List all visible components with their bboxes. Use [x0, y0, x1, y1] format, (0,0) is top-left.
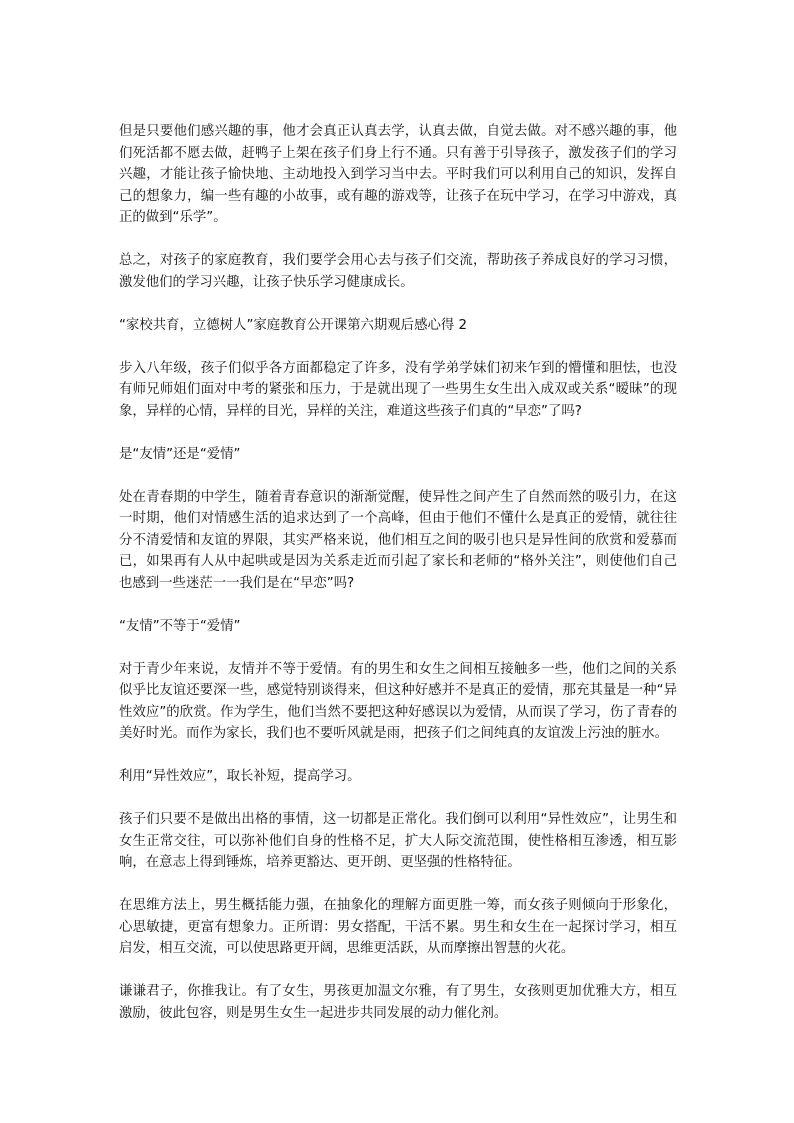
paragraph-conclusion: 总之，对孩子的家庭教育，我们要学会用心去与孩子们交流，帮助孩子养成良好的学习习惯，激发他们的学习兴趣，让孩子快乐学习健康成长。 — [119, 253, 677, 290]
paragraph-thinking-methods: 在思维方法上，男生概括能力强，在抽象化的理解方面更胜一筹，而女孩子则倾向于形象化，心思敏捷，更富有想象力。正所谓：男女搭配，干活不累。男生和女生在一起探讨学习，相互启发，相互交流，可以使思路更开阔，思维更活跃，从而摩擦出智慧的火花。 — [119, 898, 677, 956]
paragraph-teenagers: 对于青少年来说，友情并不等于爱情。有的男生和女生之间相互接触多一些，他们之间的关系似乎比友谊还要深一些，感觉特别谈得来，但这种好感并不是真正的爱情，那充其量是一种“异性效应”的欣赏。作为学生，他们当然不要把这种好感误以为爱情，从而误了学习，伤了青春的美好时光。而作为家长，我们也不要听风就是雨，把孩子们之间纯真的友谊泼上污浊的脏水。 — [119, 661, 677, 741]
paragraph-normal-interaction: 孩子们只要不是做出出格的事情，这一切都是正常化。我们倒可以利用“异性效应”，让男生和女生正常交往，可以弥补他们自身的性格不足，扩大人际交流范围，使性格相互渗透，相互影响，在意志上得到锤炼，培养更豁达、更开朗、更坚强的性格特征。 — [119, 812, 677, 870]
subheading-friendship-or-love: 是“友情”还是“爱情” — [119, 446, 241, 462]
paragraph-mutual-encouragement: 谦谦君子，你推我让。有了女生，男孩更加温文尔雅，有了男生，女孩则更加优雅大方，相互激励，彼此包容，则是男生女生一起进步共同发展的动力催化剂。 — [119, 984, 677, 1021]
subheading-use-opposite-sex-effect: 利用“异性效应”，取长补短，提高学习。 — [119, 769, 361, 784]
subheading-friendship-not-love: “友情”不等于“爱情” — [119, 618, 241, 634]
paragraph-adolescence: 处在青春期的中学生，随着青春意识的渐渐觉醒，使异性之间产生了自然而然的吸引力，在这一时期，他们对情感生活的追求达到了一个高峰，但由于他们不懂什么是真正的爱情，就往往分不清爱情和友谊的界限，其实严格来说，他们相互之间的吸引也只是异性间的欣赏和爱慕而已，如果再有人从中起哄或是因为关系走近而引起了家长和老师的“格外关注”，则使他们自己也感到一些迷茫一一我们是在“早恋”吗? — [119, 489, 677, 591]
section-heading-reflection-2: “家校共育，立德树人”家庭教育公开课第六期观后感心得 2 — [119, 317, 468, 333]
document-body — [119, 121, 677, 1024]
paragraph-interest-learning: 但是只要他们感兴趣的事，他才会真正认真去学，认真去做，自觉去做。对不感兴趣的事，他们死活都不愿去做，赶鸭子上架在孩子们身上行不通。只有善于引导孩子，激发孩子们的学习兴趣，才能让孩子愉快地、主动地投入到学习当中去。平时我们可以利用自己的知识，发挥自己的想象力，编一些有趣的小故事，或有趣的游戏等，让孩子在玩中学习，在学习中游戏，真正的做到“乐学”。 — [119, 124, 677, 225]
paragraph-grade-eight: 步入八年级，孩子们似乎各方面都稳定了许多，没有学弟学妹们初来乍到的懵懂和胆怯，也没有师兄师姐们面对中考的紧张和压力，于是就出现了一些男生女生出入成双或关系“暧昧”的现象，异样的心情，异样的目光，异样的关注，难道这些孩子们真的“早恋”了吗? — [119, 360, 677, 419]
